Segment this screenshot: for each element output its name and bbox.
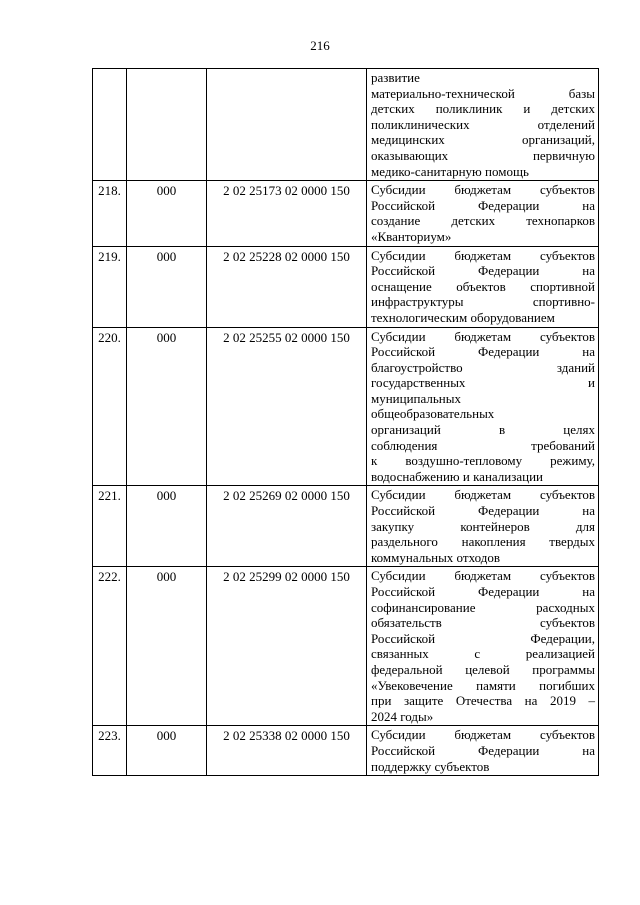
description-cell <box>367 567 599 726</box>
description-line: организаций в целях <box>371 422 595 438</box>
table-row <box>93 486 599 567</box>
row-number-cell: 223. <box>93 726 127 776</box>
budget-codes-table <box>92 68 599 776</box>
description-cell <box>367 486 599 567</box>
admin-code-cell <box>127 69 207 181</box>
row-number-cell: 220. <box>93 327 127 486</box>
description-line: Субсидии бюджетам субъектов <box>371 487 595 503</box>
description-line: коммунальных отходов <box>371 549 500 565</box>
description-line: инфраструктуры спортивно- <box>371 294 595 310</box>
row-number-cell: 222. <box>93 567 127 726</box>
budget-code-cell <box>207 69 367 181</box>
admin-code-cell: 000 <box>127 486 207 567</box>
description-line: Российской Федерации на <box>371 197 595 213</box>
description-line: оснащение объектов спортивной <box>371 278 595 294</box>
description-line: Российской Федерации на <box>371 742 595 758</box>
description-line: федеральной целевой программы <box>371 661 595 677</box>
description-line: муниципальных <box>371 390 462 406</box>
description-line: «Увековечение памяти погибших <box>371 677 595 693</box>
table-row <box>93 567 599 726</box>
description-line: «Кванториум» <box>371 228 452 244</box>
row-number-cell: 218. <box>93 181 127 246</box>
budget-code-cell: 2 02 25173 02 0000 150 <box>207 181 367 246</box>
description-line: софинансирование расходных <box>371 599 595 615</box>
admin-code-cell: 000 <box>127 181 207 246</box>
description-line: соблюдения требований <box>371 437 595 453</box>
description-line: к воздушно-тепловому режиму, <box>371 453 595 469</box>
description-line: медицинских организаций, <box>371 132 595 148</box>
table-row <box>93 69 599 181</box>
page-number: 216 <box>310 38 330 53</box>
description-cell <box>367 726 599 776</box>
description-line: общеобразовательных <box>371 406 495 422</box>
table-row <box>93 726 599 776</box>
description-line: Российской Федерации на <box>371 344 595 360</box>
description-line: обязательств субъектов <box>371 615 595 631</box>
description-line: поддержку субъектов <box>371 758 490 774</box>
description-line: оказывающих первичную <box>371 147 595 163</box>
description-line: Субсидии бюджетам субъектов <box>371 568 595 584</box>
description-line: при защите Отечества на 2019 – <box>371 693 595 709</box>
description-line: материально-технической базы <box>371 85 595 101</box>
description-line: Субсидии бюджетам субъектов <box>371 182 595 198</box>
description-line: Российской Федерации на <box>371 263 595 279</box>
description-line: медико-санитарную помощь <box>371 163 529 179</box>
budget-code-cell: 2 02 25228 02 0000 150 <box>207 246 367 327</box>
description-line: государственных и <box>371 375 595 391</box>
description-line: создание детских технопарков <box>371 213 595 229</box>
budget-code-cell: 2 02 25269 02 0000 150 <box>207 486 367 567</box>
description-line: развитие <box>371 70 420 85</box>
description-line: технологическим оборудованием <box>371 309 555 325</box>
budget-code-cell: 2 02 25338 02 0000 150 <box>207 726 367 776</box>
table-row <box>93 327 599 486</box>
budget-code-cell: 2 02 25255 02 0000 150 <box>207 327 367 486</box>
description-cell <box>367 246 599 327</box>
description-cell <box>367 327 599 486</box>
description-line: Субсидии бюджетам субъектов <box>371 328 595 344</box>
table-body <box>93 69 599 776</box>
description-cell <box>367 69 599 181</box>
row-number-cell <box>93 69 127 181</box>
description-line: Субсидии бюджетам субъектов <box>371 247 595 263</box>
budget-code-cell: 2 02 25299 02 0000 150 <box>207 567 367 726</box>
description-line: благоустройство зданий <box>371 359 595 375</box>
description-line: детских поликлиник и детских <box>371 101 595 117</box>
description-line: Субсидии бюджетам субъектов <box>371 727 595 743</box>
row-number-cell: 221. <box>93 486 127 567</box>
description-line: поликлинических отделений <box>371 116 595 132</box>
admin-code-cell: 000 <box>127 567 207 726</box>
description-line: водоснабжению и канализации <box>371 468 544 484</box>
description-line: Российской Федерации на <box>371 584 595 599</box>
description-cell <box>367 181 599 246</box>
admin-code-cell: 000 <box>127 246 207 327</box>
row-number-cell: 219. <box>93 246 127 327</box>
description-line: связанных с реализацией <box>371 646 595 662</box>
description-line: 2024 годы» <box>371 708 434 724</box>
description-line: Российской Федерации на <box>371 503 595 519</box>
description-line: раздельного накопления твердых <box>371 534 595 550</box>
description-line: закупку контейнеров для <box>371 518 595 534</box>
table-row <box>93 181 599 246</box>
table-row <box>93 246 599 327</box>
description-line: Российской Федерации, <box>371 630 595 646</box>
admin-code-cell: 000 <box>127 327 207 486</box>
admin-code-cell: 000 <box>127 726 207 776</box>
